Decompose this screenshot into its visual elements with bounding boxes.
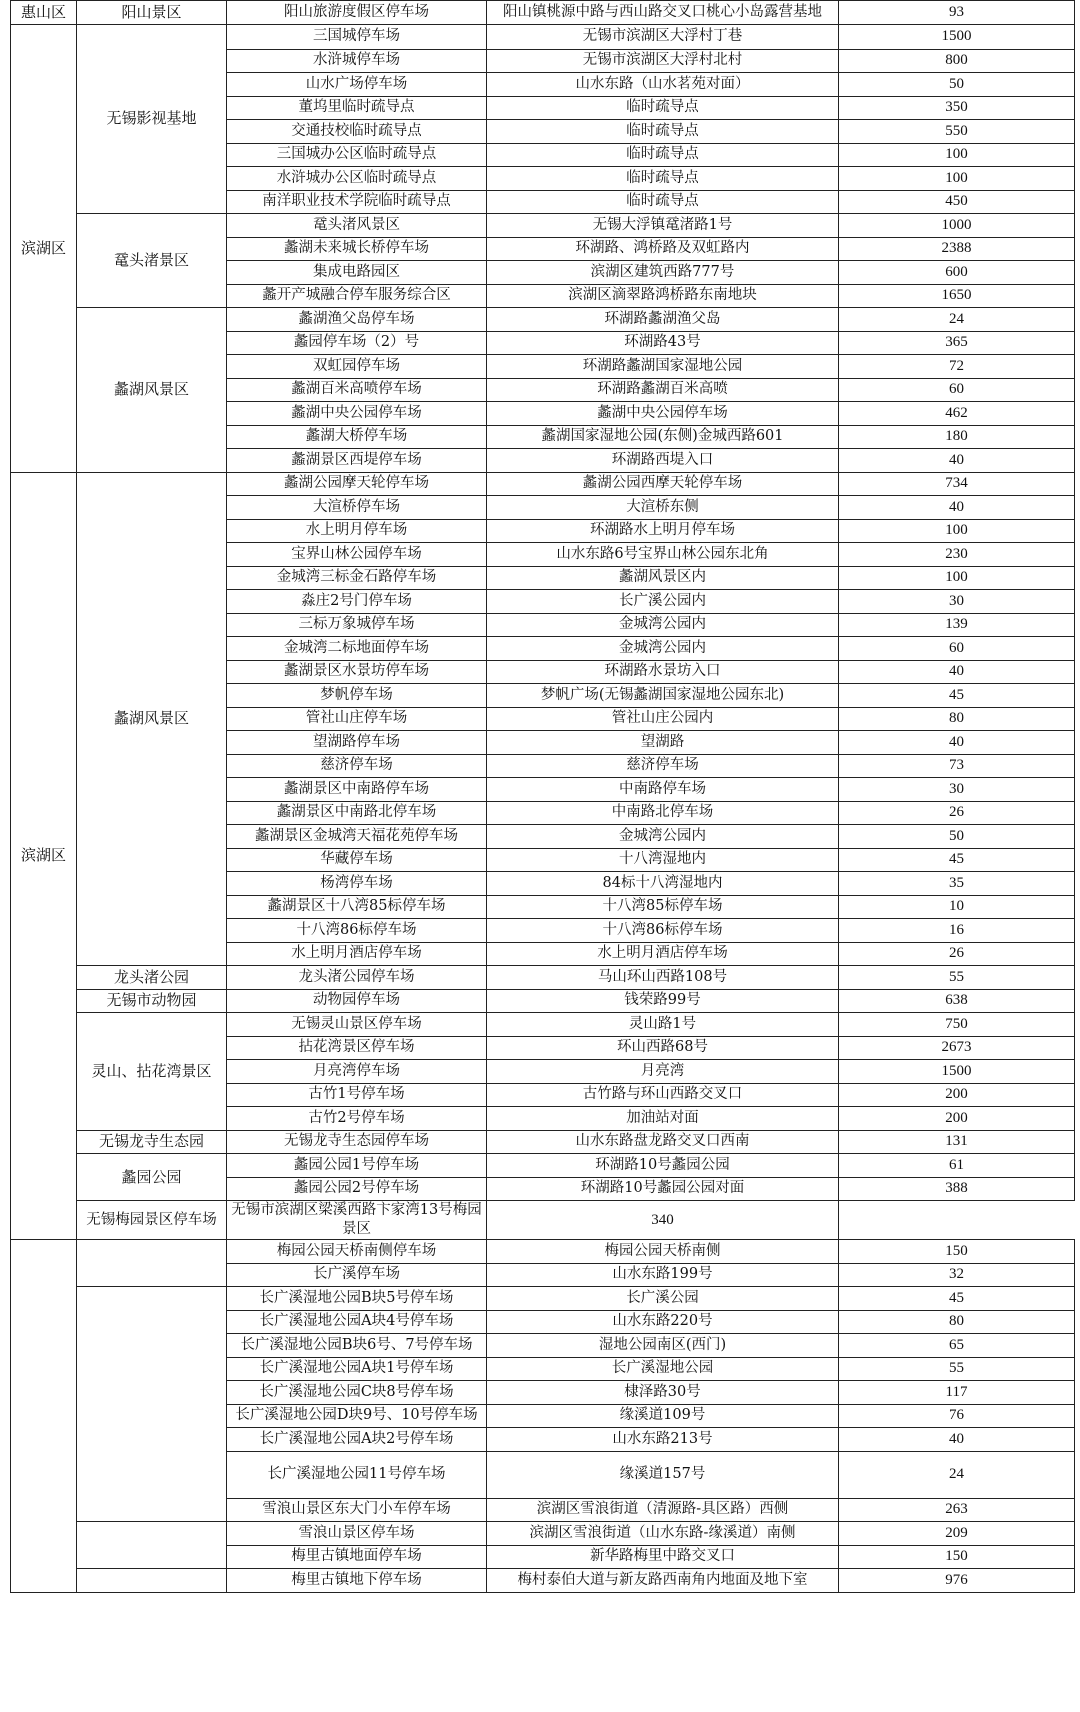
parking-spaces-cell: 1500 <box>839 24 1075 49</box>
address-cell: 山水东路（山水茗苑对面） <box>487 73 839 97</box>
parking-spaces-cell: 350 <box>839 96 1075 120</box>
parking-lot-name-cell: 雪浪山景区东大门小车停车场 <box>227 1498 487 1522</box>
address-cell: 环湖路蠡湖国家湿地公园 <box>487 355 839 379</box>
address-cell: 古竹路与环山西路交叉口 <box>487 1083 839 1107</box>
address-cell: 滨湖区滴翠路鸿桥路东南地块 <box>487 284 839 308</box>
parking-lot-name-cell: 水上明月酒店停车场 <box>227 942 487 966</box>
parking-spaces-cell: 55 <box>839 1357 1075 1381</box>
parking-lot-name-cell: 阳山旅游度假区停车场 <box>227 1 487 25</box>
scenic-area-cell <box>77 1569 227 1593</box>
parking-spaces-cell: 200 <box>839 1107 1075 1131</box>
parking-lot-name-cell: 双虹园停车场 <box>227 355 487 379</box>
address-cell: 山水东路6号宝界山林公园东北角 <box>487 543 839 567</box>
parking-lot-name-cell: 动物园停车场 <box>227 989 487 1013</box>
address-cell: 无锡市滨湖区大浮村丁巷 <box>487 24 839 49</box>
address-cell: 无锡市滨湖区大浮村北村 <box>487 49 839 73</box>
parking-lot-name-cell: 长广溪停车场 <box>227 1263 487 1287</box>
address-cell: 环湖路蠡湖百米高喷 <box>487 378 839 402</box>
district-cell: 滨湖区 <box>11 24 77 472</box>
parking-lot-name-cell: 管社山庄停车场 <box>227 707 487 731</box>
parking-spaces-cell: 26 <box>839 942 1075 966</box>
address-cell: 临时疏导点 <box>487 120 839 144</box>
parking-lot-name-cell: 华藏停车场 <box>227 848 487 872</box>
parking-spaces-cell: 450 <box>839 190 1075 214</box>
scenic-area-cell: 灵山、拈花湾景区 <box>77 1013 227 1131</box>
address-cell: 马山环山西路108号 <box>487 966 839 990</box>
table-row <box>11 1130 1075 1154</box>
address-cell: 钱荣路99号 <box>487 989 839 1013</box>
parking-spaces-cell: 150 <box>839 1240 1075 1264</box>
address-cell: 蠡湖风景区内 <box>487 566 839 590</box>
parking-spaces-cell: 76 <box>839 1404 1075 1428</box>
address-cell: 阳山镇桃源中路与西山路交叉口桃心小岛露营基地 <box>487 1 839 25</box>
address-cell: 加油站对面 <box>487 1107 839 1131</box>
address-cell: 蠡湖中央公园停车场 <box>487 402 839 426</box>
parking-lot-name-cell: 长广溪湿地公园A块4号停车场 <box>227 1310 487 1334</box>
parking-lot-name-cell: 蠡湖景区水景坊停车场 <box>227 660 487 684</box>
district-cell: 惠山区 <box>11 1 77 25</box>
address-cell: 梦帆广场(无锡蠡湖国家湿地公园东北) <box>487 684 839 708</box>
parking-lot-name-cell: 梅里古镇地下停车场 <box>227 1569 487 1593</box>
parking-lot-name-cell: 金城湾三标金石路停车场 <box>227 566 487 590</box>
parking-lot-name-cell: 梅园公园天桥南侧停车场 <box>227 1240 487 1264</box>
address-cell: 环山西路68号 <box>487 1036 839 1060</box>
address-cell: 滨湖区雪浪街道（清源路-具区路）西侧 <box>487 1498 839 1522</box>
address-cell: 环湖路10号蠡园公园对面 <box>487 1177 839 1201</box>
parking-lot-name-cell: 长广溪湿地公园A块2号停车场 <box>227 1428 487 1452</box>
table-row <box>11 214 1075 238</box>
parking-spaces-cell: 100 <box>839 143 1075 167</box>
parking-spaces-cell: 365 <box>839 331 1075 355</box>
address-cell: 蠡湖国家湿地公园(东侧)金城西路601 <box>487 425 839 449</box>
address-cell: 十八湾86标停车场 <box>487 919 839 943</box>
address-cell: 环湖路10号蠡园公园 <box>487 1154 839 1178</box>
parking-spaces-cell: 30 <box>839 590 1075 614</box>
parking-lot-name-cell: 古竹1号停车场 <box>227 1083 487 1107</box>
address-cell: 月亮湾 <box>487 1060 839 1084</box>
parking-lot-name-cell: 梅里古镇地面停车场 <box>227 1545 487 1569</box>
parking-lot-name-cell: 蠡湖中央公园停车场 <box>227 402 487 426</box>
address-cell: 中南路北停车场 <box>487 801 839 825</box>
address-cell: 大渲桥东侧 <box>487 496 839 520</box>
address-cell: 山水东路213号 <box>487 1428 839 1452</box>
parking-spaces-cell: 72 <box>839 355 1075 379</box>
parking-lot-name-cell: 蠡湖渔父岛停车场 <box>227 308 487 332</box>
scenic-area-cell <box>77 1522 227 1569</box>
address-cell: 环湖路水景坊入口 <box>487 660 839 684</box>
parking-spaces-cell: 209 <box>839 1522 1075 1546</box>
parking-spaces-cell: 61 <box>839 1154 1075 1178</box>
address-cell: 中南路停车场 <box>487 778 839 802</box>
parking-spaces-cell: 638 <box>839 989 1075 1013</box>
scenic-area-cell: 蠡湖风景区 <box>77 308 227 473</box>
parking-spaces-cell: 117 <box>839 1381 1075 1405</box>
address-cell: 梅园公园天桥南侧 <box>487 1240 839 1264</box>
address-cell: 慈济停车场 <box>487 754 839 778</box>
parking-spaces-cell: 131 <box>839 1130 1075 1154</box>
address-cell: 望湖路 <box>487 731 839 755</box>
address-cell: 山水东路220号 <box>487 1310 839 1334</box>
scenic-area-cell <box>77 1240 227 1287</box>
parking-spaces-cell: 73 <box>839 754 1075 778</box>
table-row <box>11 966 1075 990</box>
parking-lot-name-cell: 月亮湾停车场 <box>227 1060 487 1084</box>
parking-lot-name-cell: 宝界山林公园停车场 <box>227 543 487 567</box>
parking-spaces-cell: 230 <box>839 543 1075 567</box>
parking-lot-table-body <box>11 1 1075 1593</box>
parking-lot-name-cell: 蠡湖公园摩天轮停车场 <box>227 472 487 496</box>
parking-spaces-cell: 40 <box>839 496 1075 520</box>
parking-lot-name-cell: 蠡湖景区金城湾天福花苑停车场 <box>227 825 487 849</box>
address-cell: 无锡大浮镇鼋渚路1号 <box>487 214 839 238</box>
address-cell: 滨湖区建筑西路777号 <box>487 261 839 285</box>
parking-spaces-cell: 2673 <box>839 1036 1075 1060</box>
parking-lot-name-cell: 蠡园公园1号停车场 <box>227 1154 487 1178</box>
parking-lot-name-cell: 蠡园公园2号停车场 <box>227 1177 487 1201</box>
parking-spaces-cell: 24 <box>839 1451 1075 1498</box>
parking-spaces-cell: 462 <box>839 402 1075 426</box>
address-cell: 环湖路水上明月停车场 <box>487 519 839 543</box>
parking-spaces-cell: 50 <box>839 73 1075 97</box>
address-cell: 长广溪公园 <box>487 1287 839 1311</box>
table-row <box>11 1154 1075 1178</box>
parking-lot-name-cell: 长广溪湿地公园11号停车场 <box>227 1451 487 1498</box>
parking-lot-name-cell: 龙头渚公园停车场 <box>227 966 487 990</box>
parking-lot-name-cell: 大渲桥停车场 <box>227 496 487 520</box>
address-cell: 湿地公园南区(西门) <box>487 1334 839 1358</box>
parking-spaces-cell: 100 <box>839 167 1075 191</box>
address-cell: 山水东路盘龙路交叉口西南 <box>487 1130 839 1154</box>
parking-spaces-cell: 150 <box>839 1545 1075 1569</box>
address-cell: 临时疏导点 <box>487 167 839 191</box>
parking-spaces-cell: 1000 <box>839 214 1075 238</box>
parking-spaces-cell: 1650 <box>839 284 1075 308</box>
parking-lot-name-cell: 交通技校临时疏导点 <box>227 120 487 144</box>
parking-lot-name-cell: 雪浪山景区停车场 <box>227 1522 487 1546</box>
parking-spaces-cell: 35 <box>839 872 1075 896</box>
parking-lot-name-cell: 水浒城停车场 <box>227 49 487 73</box>
parking-lot-name-cell: 无锡梅园景区停车场 <box>77 1201 227 1240</box>
table-row <box>11 1287 1075 1311</box>
parking-lot-name-cell: 金城湾二标地面停车场 <box>227 637 487 661</box>
address-cell: 金城湾公园内 <box>487 613 839 637</box>
parking-spaces-cell: 750 <box>839 1013 1075 1037</box>
parking-spaces-cell: 45 <box>839 1287 1075 1311</box>
parking-spaces-cell: 26 <box>839 801 1075 825</box>
parking-lot-name-cell: 拈花湾景区停车场 <box>227 1036 487 1060</box>
address-cell: 十八湾湿地内 <box>487 848 839 872</box>
parking-spaces-cell: 100 <box>839 519 1075 543</box>
table-row <box>11 1 1075 25</box>
parking-lot-name-cell: 水上明月停车场 <box>227 519 487 543</box>
parking-lot-name-cell: 蠡园停车场（2）号 <box>227 331 487 355</box>
address-cell: 梅村泰伯大道与新友路西南角内地面及地下室 <box>487 1569 839 1593</box>
table-row <box>11 472 1075 496</box>
parking-lot-name-cell: 蠡湖大桥停车场 <box>227 425 487 449</box>
table-row <box>11 1201 1075 1240</box>
parking-spaces-cell: 24 <box>839 308 1075 332</box>
parking-lot-name-cell: 慈济停车场 <box>227 754 487 778</box>
parking-spaces-cell: 200 <box>839 1083 1075 1107</box>
table-row <box>11 308 1075 332</box>
address-cell: 临时疏导点 <box>487 96 839 120</box>
parking-spaces-cell: 800 <box>839 49 1075 73</box>
parking-spaces-cell: 340 <box>487 1201 839 1240</box>
address-cell: 长广溪湿地公园 <box>487 1357 839 1381</box>
address-cell: 金城湾公园内 <box>487 825 839 849</box>
parking-lot-name-cell: 蠡湖景区中南路北停车场 <box>227 801 487 825</box>
address-cell: 棣泽路30号 <box>487 1381 839 1405</box>
parking-spaces-cell: 263 <box>839 1498 1075 1522</box>
parking-lot-name-cell: 董坞里临时疏导点 <box>227 96 487 120</box>
scenic-area-cell: 无锡市动物园 <box>77 989 227 1013</box>
address-cell: 无锡市滨湖区梁溪西路卞家湾13号梅园景区 <box>227 1201 487 1240</box>
parking-lot-name-cell: 蠡湖景区中南路停车场 <box>227 778 487 802</box>
table-row <box>11 1522 1075 1546</box>
address-cell: 环湖路、鸿桥路及双虹路内 <box>487 237 839 261</box>
parking-spaces-cell: 60 <box>839 637 1075 661</box>
parking-lot-name-cell: 梦帆停车场 <box>227 684 487 708</box>
parking-lot-table <box>10 0 1075 1593</box>
table-row <box>11 1569 1075 1593</box>
parking-spaces-cell: 32 <box>839 1263 1075 1287</box>
address-cell: 环湖路西堤入口 <box>487 449 839 473</box>
parking-spaces-cell: 550 <box>839 120 1075 144</box>
parking-lot-name-cell: 杨湾停车场 <box>227 872 487 896</box>
parking-lot-name-cell: 古竹2号停车场 <box>227 1107 487 1131</box>
parking-spaces-cell: 45 <box>839 684 1075 708</box>
parking-spaces-cell: 40 <box>839 731 1075 755</box>
parking-spaces-cell: 50 <box>839 825 1075 849</box>
address-cell: 缘溪道157号 <box>487 1451 839 1498</box>
scenic-area-cell: 无锡龙寺生态园 <box>77 1130 227 1154</box>
parking-spaces-cell: 40 <box>839 449 1075 473</box>
parking-lot-name-cell: 三标万象城停车场 <box>227 613 487 637</box>
parking-spaces-cell: 734 <box>839 472 1075 496</box>
scenic-area-cell: 蠡园公园 <box>77 1154 227 1201</box>
parking-lot-name-cell: 十八湾86标停车场 <box>227 919 487 943</box>
parking-lot-name-cell: 水浒城办公区临时疏导点 <box>227 167 487 191</box>
parking-lot-name-cell: 蠡湖百米高喷停车场 <box>227 378 487 402</box>
parking-lot-name-cell: 蠡湖未来城长桥停车场 <box>227 237 487 261</box>
parking-lot-name-cell: 长广溪湿地公园B块6号、7号停车场 <box>227 1334 487 1358</box>
district-cell: 滨湖区 <box>11 472 77 1240</box>
parking-spaces-cell: 976 <box>839 1569 1075 1593</box>
parking-lot-name-cell: 长广溪湿地公园C块8号停车场 <box>227 1381 487 1405</box>
table-row <box>11 1013 1075 1037</box>
parking-lot-name-cell: 三国城停车场 <box>227 24 487 49</box>
address-cell: 84标十八湾湿地内 <box>487 872 839 896</box>
parking-spaces-cell: 93 <box>839 1 1075 25</box>
parking-spaces-cell: 55 <box>839 966 1075 990</box>
address-cell: 十八湾85标停车场 <box>487 895 839 919</box>
parking-spaces-cell: 16 <box>839 919 1075 943</box>
parking-spaces-cell: 30 <box>839 778 1075 802</box>
parking-spaces-cell: 2388 <box>839 237 1075 261</box>
scenic-area-cell: 蠡湖风景区 <box>77 472 227 966</box>
parking-lot-name-cell: 蠡湖景区十八湾85标停车场 <box>227 895 487 919</box>
address-cell: 滨湖区雪浪街道（山水东路-缘溪道）南侧 <box>487 1522 839 1546</box>
parking-lot-name-cell: 无锡龙寺生态园停车场 <box>227 1130 487 1154</box>
scenic-area-cell: 无锡影视基地 <box>77 24 227 214</box>
parking-lot-name-cell: 南洋职业技术学院临时疏导点 <box>227 190 487 214</box>
address-cell: 长广溪公园内 <box>487 590 839 614</box>
parking-spaces-cell: 60 <box>839 378 1075 402</box>
parking-lot-name-cell: 鼋头渚风景区 <box>227 214 487 238</box>
parking-lot-name-cell: 长广溪湿地公园B块5号停车场 <box>227 1287 487 1311</box>
parking-spaces-cell: 388 <box>839 1177 1075 1201</box>
address-cell: 临时疏导点 <box>487 143 839 167</box>
parking-lot-name-cell: 山水广场停车场 <box>227 73 487 97</box>
scenic-area-cell <box>77 1287 227 1522</box>
address-cell: 蠡湖公园西摩天轮停车场 <box>487 472 839 496</box>
address-cell: 临时疏导点 <box>487 190 839 214</box>
address-cell: 水上明月酒店停车场 <box>487 942 839 966</box>
table-row <box>11 1240 1075 1264</box>
address-cell: 环湖路蠡湖渔父岛 <box>487 308 839 332</box>
parking-lot-name-cell: 淼庄2号门停车场 <box>227 590 487 614</box>
scenic-area-cell: 龙头渚公园 <box>77 966 227 990</box>
table-row <box>11 24 1075 49</box>
table-row <box>11 989 1075 1013</box>
parking-lot-name-cell: 蠡开产城融合停车服务综合区 <box>227 284 487 308</box>
address-cell: 环湖路43号 <box>487 331 839 355</box>
district-cell <box>11 1240 77 1593</box>
parking-spaces-cell: 40 <box>839 660 1075 684</box>
parking-lot-name-cell: 三国城办公区临时疏导点 <box>227 143 487 167</box>
scenic-area-cell: 鼋头渚景区 <box>77 214 227 308</box>
address-cell: 新华路梅里中路交叉口 <box>487 1545 839 1569</box>
parking-spaces-cell: 80 <box>839 1310 1075 1334</box>
address-cell: 缘溪道109号 <box>487 1404 839 1428</box>
parking-spaces-cell: 600 <box>839 261 1075 285</box>
address-cell: 山水东路199号 <box>487 1263 839 1287</box>
parking-spaces-cell: 45 <box>839 848 1075 872</box>
parking-lot-name-cell: 望湖路停车场 <box>227 731 487 755</box>
parking-lot-name-cell: 长广溪湿地公园D块9号、10号停车场 <box>227 1404 487 1428</box>
parking-spaces-cell: 180 <box>839 425 1075 449</box>
parking-spaces-cell: 100 <box>839 566 1075 590</box>
address-cell: 管社山庄公园内 <box>487 707 839 731</box>
parking-lot-name-cell: 长广溪湿地公园A块1号停车场 <box>227 1357 487 1381</box>
parking-spaces-cell: 40 <box>839 1428 1075 1452</box>
parking-lot-name-cell: 无锡灵山景区停车场 <box>227 1013 487 1037</box>
parking-spaces-cell: 139 <box>839 613 1075 637</box>
parking-spaces-cell: 1500 <box>839 1060 1075 1084</box>
parking-spaces-cell: 80 <box>839 707 1075 731</box>
parking-lot-name-cell: 蠡湖景区西堤停车场 <box>227 449 487 473</box>
parking-spaces-cell: 65 <box>839 1334 1075 1358</box>
parking-spaces-cell: 10 <box>839 895 1075 919</box>
parking-lot-name-cell: 集成电路园区 <box>227 261 487 285</box>
address-cell: 金城湾公园内 <box>487 637 839 661</box>
address-cell: 灵山路1号 <box>487 1013 839 1037</box>
scenic-area-cell: 阳山景区 <box>77 1 227 25</box>
